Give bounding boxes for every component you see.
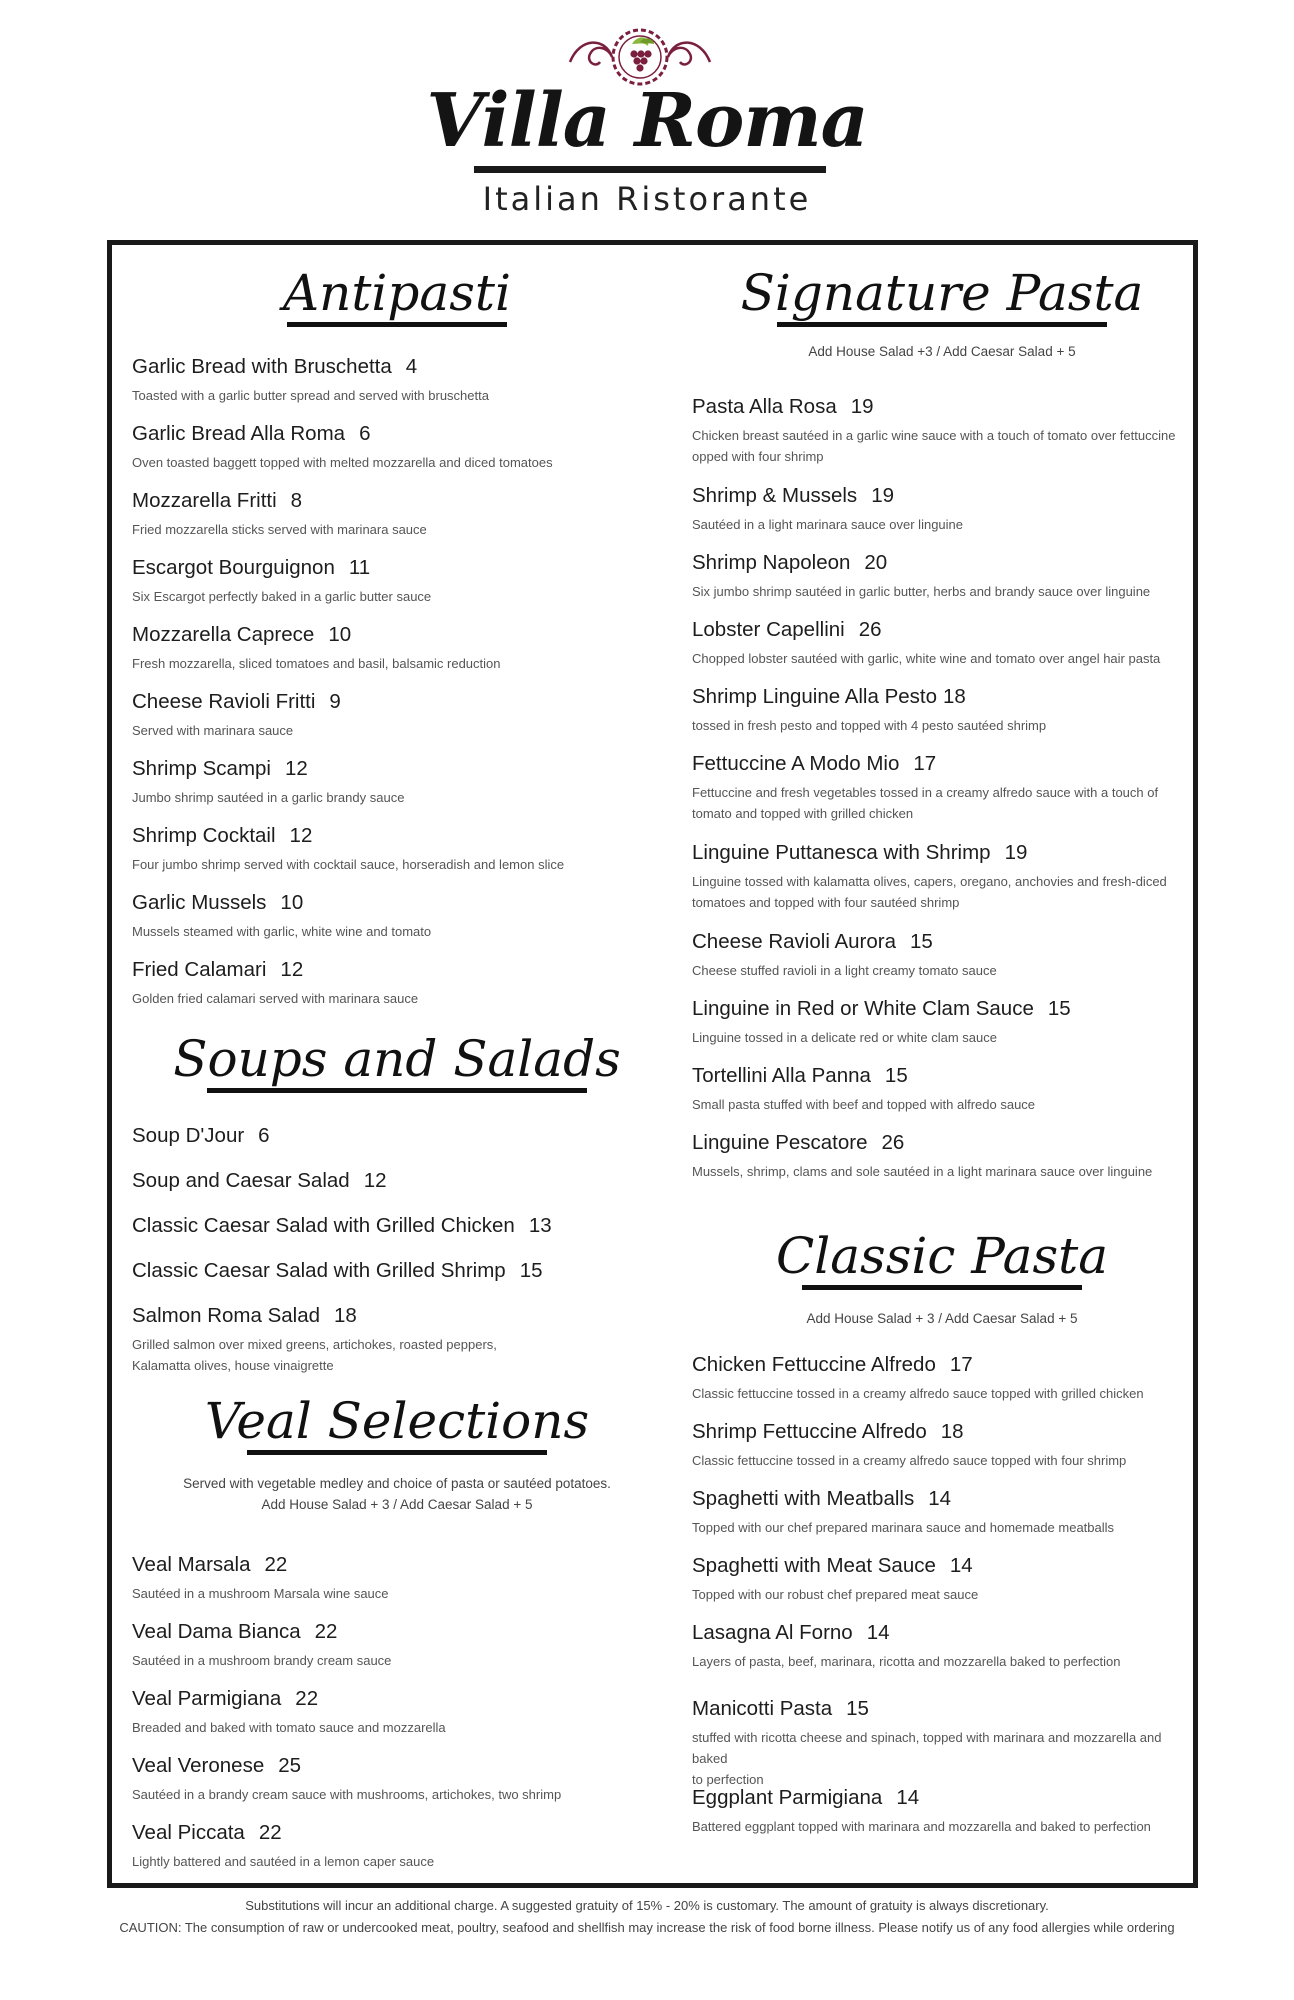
- caution-note: CAUTION: The consumption of raw or undercooked meat, poultry, seafood and shellfish may increase the risk of food borne illness. Please notify us of any food allergies while ordering: [119, 1920, 1175, 1936]
- item-description: Mussels steamed with garlic, white wine and tomato: [132, 923, 432, 939]
- item-description: Breaded and baked with tomato sauce and mozzarella: [132, 1719, 446, 1735]
- item-price: 8: [290, 489, 303, 512]
- item-price: 18: [940, 1420, 964, 1443]
- item-name: Linguine Pescatore: [692, 1131, 868, 1154]
- title-underline: [777, 322, 1107, 327]
- menu-item: [692, 685, 1046, 736]
- item-price: 17: [949, 1353, 973, 1376]
- item-price: 18: [943, 685, 966, 708]
- item-name: Pasta Alla Rosa: [692, 395, 837, 418]
- item-price: 17: [913, 752, 937, 775]
- item-price: 18: [334, 1304, 357, 1327]
- item-price: 14: [896, 1786, 920, 1809]
- menu-item: [132, 556, 431, 607]
- item-description: Topped with our chef prepared marinara sauce and homemade meatballs: [692, 1519, 1115, 1535]
- item-price: 11: [348, 556, 371, 579]
- item-price: 9: [329, 690, 341, 713]
- menu-item: [692, 752, 1158, 824]
- item-price: 12: [289, 824, 313, 847]
- menu-item: [132, 958, 418, 1009]
- item-name: Mozzarella Caprece: [132, 623, 315, 646]
- antipasti-section: [132, 264, 662, 327]
- item-name: Fettuccine A Modo Mio: [692, 752, 900, 775]
- item-price: 26: [858, 618, 882, 641]
- gratuity-note: Substitutions will incur an additional charge. A suggested gratuity of 15% - 20% is customary. The amount of gratuity is always discretionary.: [245, 1898, 1049, 1913]
- menu-item: [692, 841, 1167, 913]
- item-description: Jumbo shrimp sautéed in a garlic brandy sauce: [132, 789, 405, 805]
- menu-item: [132, 757, 404, 808]
- item-name: Garlic Bread with Bruschetta: [132, 355, 392, 378]
- item-description: Mussels, shrimp, clams and sole sautéed in a light marinara sauce over linguine: [692, 1163, 1153, 1179]
- item-description: Chicken breast sautéed in a garlic wine sauce with a touch of tomato over fettuccine: [692, 427, 1176, 443]
- menu-item: [132, 1214, 552, 1239]
- restaurant-subtitle: Italian Ristorante: [482, 180, 812, 218]
- menu-item: [692, 484, 963, 535]
- item-name: Salmon Roma Salad: [132, 1304, 321, 1327]
- menu-item: [132, 1620, 391, 1671]
- item-name: Fried Calamari: [132, 958, 267, 981]
- signature-section: [692, 264, 1192, 362]
- item-description: Six jumbo shrimp sautéed in garlic butter, herbs and brandy sauce over linguine: [692, 583, 1151, 599]
- item-price: 10: [328, 623, 352, 646]
- item-name: Eggplant Parmigiana: [692, 1786, 883, 1809]
- item-description: Sautéed in a mushroom Marsala wine sauce: [132, 1585, 389, 1601]
- item-name: Linguine in Red or White Clam Sauce: [692, 997, 1034, 1020]
- section-title: Antipasti: [283, 264, 511, 322]
- item-description: Fettuccine and fresh vegetables tossed in a creamy alfredo sauce with a touch of: [692, 784, 1159, 800]
- item-description: Sautéed in a mushroom brandy cream sauce: [132, 1652, 392, 1668]
- menu-item: [692, 618, 1160, 669]
- item-description: tomatoes and topped with four sautéed shrimp: [692, 895, 960, 911]
- menu-item: [132, 1821, 434, 1872]
- item-name: Veal Veronese: [132, 1754, 265, 1777]
- item-price: 6: [258, 1124, 270, 1147]
- item-price: 15: [909, 930, 933, 953]
- item-name: Lasagna Al Forno: [692, 1621, 853, 1644]
- item-description: Topped with our robust chef prepared meat sauce: [692, 1586, 979, 1602]
- item-name: Soup and Caesar Salad: [132, 1169, 350, 1192]
- item-name: Tortellini Alla Panna: [692, 1064, 871, 1087]
- item-price: 14: [949, 1554, 973, 1577]
- item-description: Served with marinara sauce: [132, 722, 294, 738]
- item-description: Small pasta stuffed with beef and topped with alfredo sauce: [692, 1096, 1036, 1112]
- item-name: Shrimp Linguine Alla Pesto: [692, 685, 938, 708]
- item-price: 20: [864, 551, 888, 574]
- item-price: 14: [866, 1621, 890, 1644]
- item-price: 12: [280, 958, 304, 981]
- restaurant-name: Villa Roma: [426, 78, 868, 164]
- item-price: 22: [295, 1687, 319, 1710]
- item-price: 19: [871, 484, 894, 507]
- section-note: Add House Salad + 3 / Add Caesar Salad + 5: [806, 1310, 1078, 1326]
- item-price: 4: [405, 355, 418, 378]
- title-underline: [287, 322, 507, 327]
- item-price: 22: [258, 1821, 282, 1844]
- item-price: 12: [363, 1169, 387, 1192]
- item-name: Garlic Bread Alla Roma: [132, 422, 346, 445]
- section-title: Classic Pasta: [775, 1227, 1109, 1285]
- item-price: 22: [314, 1620, 338, 1643]
- item-description: Sautéed in a light marinara sauce over linguine: [692, 516, 964, 532]
- item-description: Oven toasted baggett topped with melted mozzarella and diced tomatoes: [132, 454, 553, 470]
- item-description: to perfection: [692, 1772, 764, 1788]
- title-underline: [247, 1450, 547, 1455]
- item-name: Veal Piccata: [132, 1821, 245, 1844]
- menu-item: [132, 1553, 389, 1604]
- item-price: 26: [881, 1131, 905, 1154]
- menu-item: [692, 1131, 1152, 1182]
- item-name: Manicotti Pasta: [692, 1697, 833, 1720]
- item-description: Kalamatta olives, house vinaigrette: [132, 1358, 334, 1374]
- menu-item: [692, 997, 1071, 1048]
- menu-item: [692, 395, 1175, 467]
- item-description: Classic fettuccine tossed in a creamy alfredo sauce topped with grilled chicken: [692, 1385, 1144, 1401]
- item-description: opped with four shrimp: [692, 449, 824, 465]
- item-name: Veal Marsala: [132, 1553, 251, 1576]
- item-description: Golden fried calamari served with marinara sauce: [132, 990, 419, 1006]
- item-price: 6: [359, 422, 371, 445]
- item-name: Shrimp Cocktail: [132, 824, 276, 847]
- item-name: Veal Dama Bianca: [132, 1620, 301, 1643]
- item-price: 22: [264, 1553, 288, 1576]
- menu-item: [132, 1124, 270, 1149]
- item-description: Layers of pasta, beef, marinara, ricotta and mozzarella baked to perfection: [692, 1653, 1121, 1669]
- item-price: 15: [1047, 997, 1071, 1020]
- item-name: Shrimp & Mussels: [692, 484, 858, 507]
- item-name: Mozzarella Fritti: [132, 489, 277, 512]
- menu-item: [692, 1353, 1144, 1404]
- section-note: Add House Salad + 3 / Add Caesar Salad + 5: [261, 1497, 533, 1513]
- menu-item: [132, 1687, 446, 1738]
- item-description: Battered eggplant topped with marinara and mozzarella and baked to perfection: [692, 1818, 1151, 1834]
- item-description: Four jumbo shrimp served with cocktail sauce, horseradish and lemon slice: [132, 856, 565, 872]
- item-name: Shrimp Fettuccine Alfredo: [692, 1420, 927, 1443]
- classic-section: [692, 1227, 1192, 1329]
- veal-section: [132, 1392, 662, 1516]
- item-name: Soup D'Jour: [132, 1124, 245, 1147]
- item-price: 10: [280, 891, 304, 914]
- menu-item: [692, 1487, 1114, 1538]
- menu-item: [132, 1259, 543, 1284]
- menu-item: [132, 1169, 387, 1194]
- title-underline: [802, 1285, 1082, 1290]
- item-price: 15: [846, 1697, 869, 1720]
- item-name: Classic Caesar Salad with Grilled Shrimp: [132, 1259, 506, 1282]
- menu-item: [132, 690, 341, 741]
- menu-item: [692, 930, 997, 981]
- menu-item: [132, 824, 564, 875]
- item-name: Linguine Puttanesca with Shrimp: [692, 841, 991, 864]
- menu-item: [132, 355, 489, 406]
- item-price: 12: [285, 757, 308, 780]
- menu-header: [0, 0, 1294, 240]
- menu-item: [132, 1304, 497, 1376]
- item-description: Six Escargot perfectly baked in a garlic butter sauce: [132, 588, 432, 604]
- item-description: Classic fettuccine tossed in a creamy alfredo sauce topped with four shrimp: [692, 1452, 1127, 1468]
- item-description: Fried mozzarella sticks served with marinara sauce: [132, 521, 427, 537]
- item-description: Fresh mozzarella, sliced tomatoes and basil, balsamic reduction: [132, 655, 501, 671]
- menu-item: [132, 891, 431, 942]
- item-name: Lobster Capellini: [692, 618, 845, 641]
- item-name: Classic Caesar Salad with Grilled Chicken: [132, 1214, 515, 1237]
- menu-item: [132, 489, 427, 540]
- item-description: Lightly battered and sautéed in a lemon caper sauce: [132, 1853, 435, 1869]
- menu-footer: [0, 1895, 1294, 1939]
- item-description: tossed in fresh pesto and topped with 4 pesto sautéed shrimp: [692, 717, 1047, 733]
- menu-item: [692, 1420, 1126, 1471]
- section-note: Served with vegetable medley and choice of pasta or sautéed potatoes.: [183, 1475, 611, 1491]
- section-title: Soups and Salads: [173, 1030, 621, 1088]
- item-description: Linguine tossed in a delicate red or white clam sauce: [692, 1029, 997, 1045]
- item-description: Cheese stuffed ravioli in a light creamy tomato sauce: [692, 962, 997, 978]
- item-name: Escargot Bourguignon: [132, 556, 335, 579]
- item-description: tomato and topped with grilled chicken: [692, 806, 914, 822]
- item-price: 14: [928, 1487, 952, 1510]
- item-price: 13: [528, 1214, 552, 1237]
- item-price: 25: [278, 1754, 302, 1777]
- section-title: Veal Selections: [204, 1392, 590, 1450]
- item-description: Toasted with a garlic butter spread and served with bruschetta: [132, 387, 489, 403]
- item-price: 15: [884, 1064, 908, 1087]
- menu-item: [132, 1754, 561, 1805]
- brand-underline: [474, 166, 826, 173]
- section-note: Add House Salad +3 / Add Caesar Salad + 5: [808, 343, 1076, 359]
- item-description: stuffed with ricotta cheese and spinach, topped with marinara and mozzarella and baked: [692, 1729, 1162, 1767]
- menu-item: [132, 422, 553, 473]
- menu-item: [692, 1621, 1121, 1672]
- item-name: Cheese Ravioli Fritti: [132, 690, 316, 713]
- menu-frame: [107, 240, 1198, 1888]
- item-name: Spaghetti with Meat Sauce: [692, 1554, 936, 1577]
- section-title: Signature Pasta: [740, 264, 1144, 322]
- item-name: Chicken Fettuccine Alfredo: [692, 1353, 936, 1376]
- item-price: 19: [850, 395, 874, 418]
- item-name: Cheese Ravioli Aurora: [692, 930, 896, 953]
- menu-item: [132, 623, 501, 674]
- soups-section: [132, 1030, 662, 1093]
- menu-item: [692, 1554, 978, 1605]
- menu-item: [692, 1064, 1035, 1115]
- item-description: Chopped lobster sautéed with garlic, white wine and tomato over angel hair pasta: [692, 650, 1161, 666]
- item-description: Sautéed in a brandy cream sauce with mushrooms, artichokes, two shrimp: [132, 1786, 562, 1802]
- title-underline: [207, 1088, 587, 1093]
- item-name: Garlic Mussels: [132, 891, 267, 914]
- item-description: Linguine tossed with kalamatta olives, capers, oregano, anchovies and fresh-diced: [692, 873, 1167, 889]
- menu-item: [692, 1786, 1151, 1837]
- item-name: Shrimp Napoleon: [692, 551, 851, 574]
- item-description: Grilled salmon over mixed greens, artichokes, roasted peppers,: [132, 1336, 497, 1352]
- item-price: 15: [519, 1259, 543, 1282]
- item-price: 19: [1004, 841, 1028, 864]
- item-name: Shrimp Scampi: [132, 757, 271, 780]
- menu-item: [692, 551, 1150, 602]
- item-name: Spaghetti with Meatballs: [692, 1487, 915, 1510]
- item-name: Veal Parmigiana: [132, 1687, 282, 1710]
- menu-item: [692, 1697, 1192, 1791]
